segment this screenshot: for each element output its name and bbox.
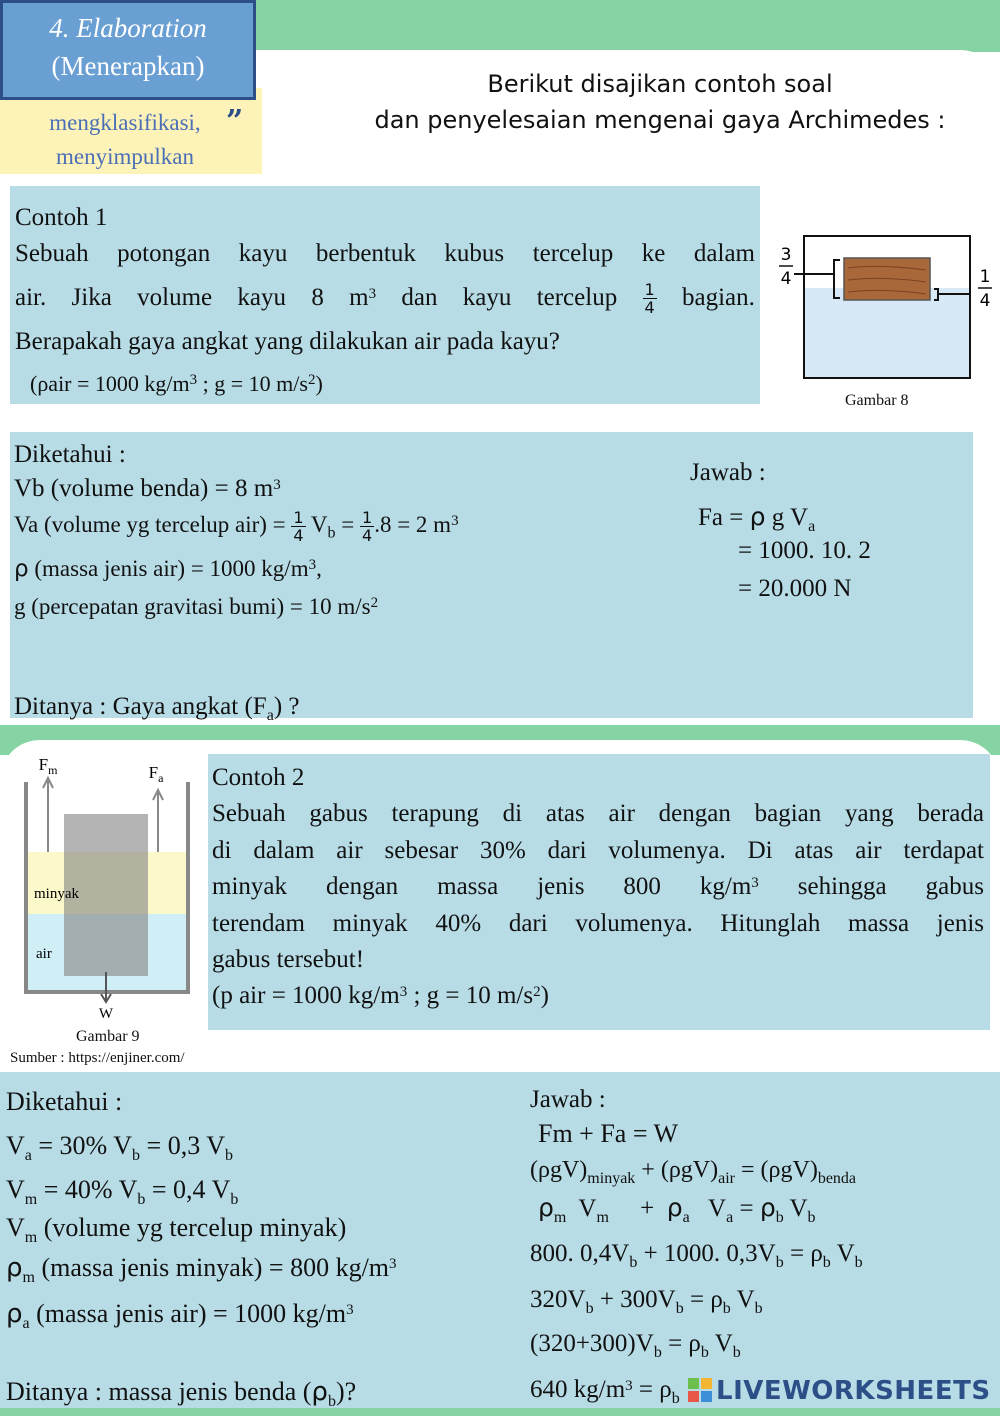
jawab-title-1: Jawab :: [690, 459, 766, 486]
q-volume-unit: $m^3$: [349, 284, 377, 311]
intro-line-1: Berikut disajikan contoh soal: [487, 70, 833, 98]
q-word: volume: [137, 284, 213, 311]
figure-8-caption: Gambar 8: [845, 392, 909, 409]
fraction: $\frac{1}{4}$: [362, 508, 373, 546]
q-word: dengan: [325, 873, 399, 900]
sticky-note-text: [10, 106, 240, 174]
label-w: W: [98, 1006, 114, 1022]
q-word: sehingga: [797, 873, 887, 900]
liveworksheets-icon: [688, 1378, 712, 1402]
answer-eq2: = 1000. 10. 2: [738, 537, 871, 564]
label-four: 4: [780, 269, 792, 289]
section-title: 4. Elaboration: [49, 13, 207, 43]
label-three: 3: [780, 245, 792, 265]
known-rho: ρ (massa jenis air) = 1000 $kg/m^3$,: [14, 556, 322, 582]
example1-question-line1: Sebuah potongan kayu berbentuk kubus tercelup ke dalam: [15, 240, 755, 267]
figure-9-source: Sumber : https://enjiner.com/: [10, 1050, 185, 1066]
diketahui-title-2: Diketahui :: [6, 1087, 123, 1116]
q-word: kayu: [237, 284, 287, 311]
example2-question-line4: terendam minyak 40% dari volumenya. Hitunglah massa jenis: [212, 910, 984, 937]
liveworksheets-logo[interactable]: [688, 1376, 991, 1406]
example2-given: (p air = 1000 $kg/m^3$ ; g = 10 $m/s^2$): [212, 982, 549, 1009]
quote-icon: ”: [226, 104, 244, 139]
answer2-eq3: $\rho_m$ $V_m$ + $\rho_a$ $V_a = \rho_b$ $V_b$: [538, 1193, 816, 1226]
answer2-eq6: $(320+300)V_b = \rho_b$ $V_b$: [530, 1330, 741, 1361]
water: [804, 288, 970, 378]
q-word: bagian.: [681, 284, 755, 311]
answer2-eq1: Fm + Fa = W: [538, 1119, 679, 1148]
section-header: [0, 0, 256, 100]
label-air: air: [36, 946, 52, 962]
q-word: 8: [311, 284, 324, 311]
answer-eq3: = 20.000 N: [738, 575, 852, 602]
example2-title: Contoh 2: [212, 764, 305, 791]
answer2-eq5: $320V_b + 300V_b = \rho_b$ $V_b$: [530, 1286, 763, 1317]
known-va-2: $V_a = 30\%$ $V_b = 0,3$ $V_b$: [6, 1131, 234, 1165]
fraction-one-quarter: $\frac{1}{4}$: [644, 279, 655, 317]
q-word: massa: [437, 873, 499, 900]
q-word: 800: [623, 873, 661, 900]
sticky-line-1: mengklasifikasi,: [49, 110, 201, 135]
label-one: 1: [979, 267, 991, 287]
intro-line-2: dan penyelesaian mengenai gaya Archimedes :: [374, 106, 946, 134]
sticky-line-2: menyimpulkan: [56, 144, 194, 169]
q-word: jenis: [537, 873, 585, 900]
example1-question-line3: Berapakah gaya angkat yang dilakukan air pada kayu?: [15, 328, 560, 355]
example1-question-line2: [15, 278, 755, 318]
figure-8-beaker: [770, 226, 995, 386]
q-word: kayu: [462, 284, 512, 311]
q-density-unit: $kg/m^3$: [699, 873, 759, 900]
example2-question-line5: gabus tersebut!: [212, 946, 365, 973]
example2-question-line1: Sebuah gabus terapung di atas air dengan bagian yang berada: [212, 800, 984, 827]
label-fm: $F_m$: [38, 755, 58, 777]
known-rho-m: $\rho_m$ (massa jenis minyak) = 800 $kg/m^3$: [6, 1253, 397, 1287]
figure-9-container: [10, 752, 205, 1022]
known-vm-2: $V_m = 40\%$ $V_b = 0,4$ $V_b$: [6, 1175, 239, 1209]
label-minyak: minyak: [34, 886, 79, 902]
example2-question-line2: di dalam air sebesar 30% dari volumenya. Di atas air terdapat: [212, 837, 984, 864]
example2-question-line3: [212, 869, 984, 905]
known-vb: Vb (volume benda) = 8 $m^3$: [14, 475, 281, 502]
example1-title: Contoh 1: [15, 204, 108, 231]
fraction: $\frac{1}{4}$: [293, 508, 304, 546]
label-fa: $F_a$: [148, 763, 164, 785]
known-rho-a: $\rho_a$ (massa jenis air) = 1000 $kg/m^3$: [6, 1299, 354, 1333]
logo-text: LIVEWORKSHEETS: [716, 1376, 991, 1406]
ditanya-2: Ditanya : massa jenis benda $(\rho_b)$?: [6, 1377, 357, 1411]
intro-text: [330, 66, 990, 138]
known-vm-def: $V_m$ (volume yg tercelup minyak): [6, 1213, 347, 1247]
q-word: dan: [401, 284, 438, 311]
figure-9-caption: Gambar 9: [76, 1028, 140, 1045]
answer2-eq4: 800. $0,4V_b + 1000$. $0,3V_b = \rho_b$ $V_b$: [530, 1240, 863, 1271]
q-word: minyak: [212, 873, 287, 900]
known-g: g (percepatan gravitasi bumi) = 10 $m/s^2$: [14, 594, 379, 619]
label-four-right: 4: [979, 291, 991, 311]
q-word: tercelup: [536, 284, 618, 311]
example1-given: (ρair = 1000 $kg/m^3$ ; g = 10 $m/s^2$): [30, 371, 323, 396]
answer2-eq2: $(\rho gV)_{minyak} + (\rho gV)_{air} = (\rho gV)_{benda}$: [530, 1157, 857, 1187]
ditanya-1: Ditanya : Gaya angkat $(F_a)$ ?: [14, 693, 300, 724]
answer2-eq7: 640 $kg/m^3 = \rho_b$: [530, 1376, 680, 1407]
known-va: Va (volume yg tercelup air) = $\frac{1}{4}$ $V_b$ = $\frac{1}{4}$ .8 = 2 $m^3$: [14, 508, 459, 546]
answer-eq1: Fa = ρ g $V_a$: [698, 502, 816, 535]
q-word: Jika: [71, 284, 112, 311]
diketahui-title-1: Diketahui :: [14, 441, 126, 468]
jawab-title-2: Jawab :: [530, 1086, 606, 1113]
section-subtitle: (Menerapkan): [51, 51, 205, 81]
q-word: air.: [15, 284, 47, 311]
q-word: gabus: [925, 873, 984, 900]
